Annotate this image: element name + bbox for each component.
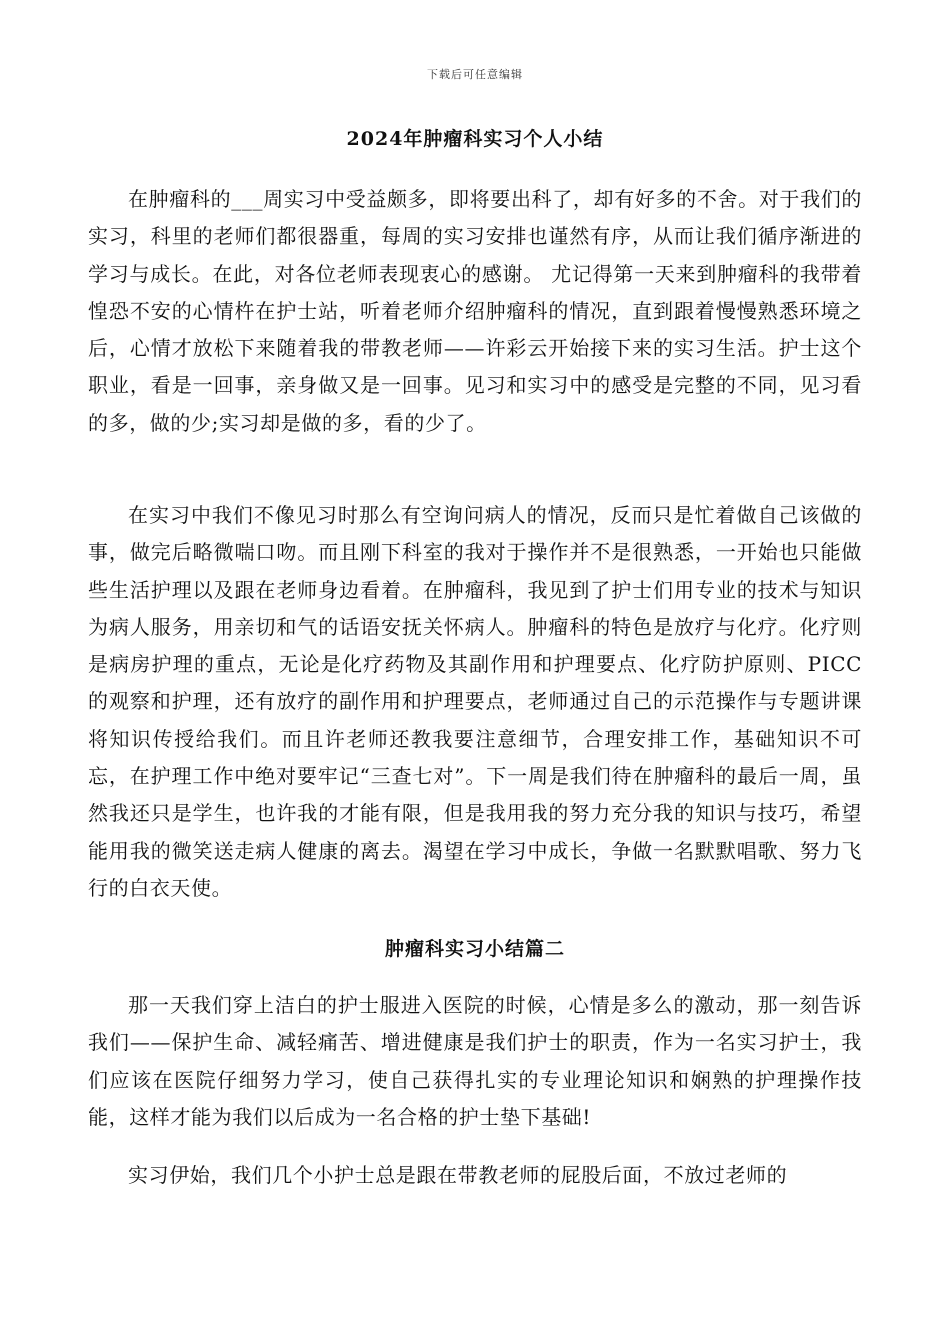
section2-paragraph-1: 那一天我们穿上洁白的护士服进入医院的时候，心情是多么的激动，那一刻告诉我们——保护生命、减轻痛苦、增进健康是我们护士的职责，作为一名实习护士，我们应该在医院仔细努力学习，使自己获得扎实的专业理论知识和娴熟的护理操作技能，这样才能为我们以后成为一名合格的护士垫下基础! <box>88 993 862 1129</box>
section2-paragraph-2: 实习伊始，我们几个小护士总是跟在带教老师的屁股后面，不放过老师的 <box>128 1163 788 1187</box>
paragraph-1: 在肿瘤科的___周实习中受益颇多，即将要出科了，却有好多的不舍。对于我们的实习，科里的老师们都很器重，每周的实习安排也谨然有序，从而让我们循序渐进的学习与成长。在此，对各位老师表现衷心的感谢。 尤记得第一天来到肿瘤科的我带着惶恐不安的心情杵在护士站，听着老师介绍肿瘤科的情况，直到跟着慢慢熟悉环境之后，心情才放松下来随着我的带教老师——许彩云开始接下来的实习生活。护士这个职业，看是一回事，亲身做又是一回事。见习和实习中的感受是完整的不同，见习看的多，做的少;实习却是做的多，看的少了。 <box>88 187 862 435</box>
page-header-note: 下载后可任意编辑 <box>427 68 523 81</box>
paragraph-2: 在实习中我们不像见习时那么有空询问病人的情况，反而只是忙着做自己该做的事，做完后略微喘口吻。而且刚下科室的我对于操作并不是很熟悉，一开始也只能做些生活护理以及跟在老师身边看着。在肿瘤科，我见到了护士们用专业的技术与知识为病人服务，用亲切和气的话语安抚关怀病人。肿瘤科的特色是放疗与化疗。化疗则是病房护理的重点，无论是化疗药物及其副作用和护理要点、化疗防护原则、PICC的观察和护理，还有放疗的副作用和护理要点，老师通过自己的示范操作与专题讲课将知识传授给我们。而且许老师还教我要注意细节，合理安排工作，基础知识不可忘，在护理工作中绝对要牢记“三查七对”。下一周是我们待在肿瘤科的最后一周，虽然我还只是学生，也许我的才能有限，但是我用我的努力充分我的知识与技巧，希望能用我的微笑送走病人健康的离去。渴望在学习中成长，争做一名默默唱歌、努力飞行的白衣天使。 <box>88 503 862 900</box>
section-title-2: 肿瘤科实习小结篇二 <box>384 938 565 960</box>
document-title: 2024年肿瘤科实习个人小结 <box>346 128 604 150</box>
